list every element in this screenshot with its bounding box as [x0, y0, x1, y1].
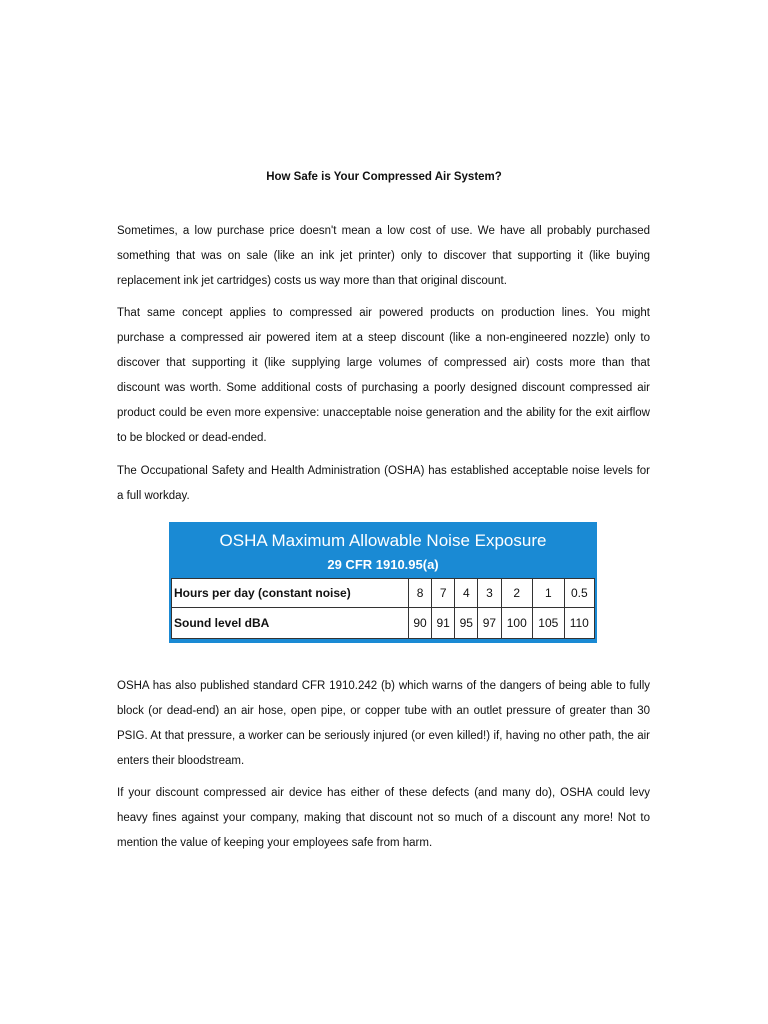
osha-noise-table-figure — [169, 522, 597, 643]
row-label-hours: Hours per day (constant noise) — [172, 579, 409, 608]
noise-table-subtitle: 29 CFR 1910.95(a) — [327, 557, 439, 572]
noise-table-title: OSHA Maximum Allowable Noise Exposure — [219, 531, 547, 550]
hours-cell: 1 — [533, 579, 565, 608]
table-row-sound-level — [172, 608, 595, 639]
hours-cell: 8 — [409, 579, 432, 608]
noise-exposure-table — [171, 578, 595, 639]
document-title: How Safe is Your Compressed Air System? — [266, 171, 502, 183]
hours-cell: 7 — [432, 579, 455, 608]
paragraph-intro: Sometimes, a low purchase price doesn't mean a low cost of use. We have all probably purchased something that was on sale (like an ink jet printer) only to discover that supporting it (like buying replacement ink jet cartridges) costs us way more than that original discount. — [117, 225, 650, 287]
table-row-hours — [172, 579, 595, 608]
paragraph-conclusion: If your discount compressed air device has either of these defects (and many do), OSHA could levy heavy fines against your company, making that discount not so much of a discount any more! Not to mention the value of keeping your employees safe from harm. — [117, 787, 650, 849]
dba-cell: 105 — [533, 608, 565, 639]
hours-cell: 3 — [478, 579, 501, 608]
hours-cell: 2 — [501, 579, 533, 608]
dba-cell: 100 — [501, 608, 533, 639]
dba-cell: 95 — [455, 608, 478, 639]
dba-cell: 91 — [432, 608, 455, 639]
row-label-sound-level: Sound level dBA — [172, 608, 409, 639]
hours-cell: 4 — [455, 579, 478, 608]
dba-cell: 97 — [478, 608, 501, 639]
paragraph-osha-noise: The Occupational Safety and Health Administration (OSHA) has established acceptable noise levels for a full workday. — [117, 465, 650, 502]
dba-cell: 110 — [564, 608, 594, 639]
paragraph-cfr-1910-242: OSHA has also published standard CFR 1910.242 (b) which warns of the dangers of being able to fully block (or dead-end) an air hose, open pipe, or copper tube with an outlet pressure of greater than 30 PSIG. At that pressure, a worker can be seriously injured (or even killed!) if, having no other path, the air enters their bloodstream. — [117, 680, 650, 767]
dba-cell: 90 — [409, 608, 432, 639]
paragraph-concept: That same concept applies to compressed air powered products on production lines. You might purchase a compressed air powered item at a steep discount (like a non-engineered nozzle) only to discover that supporting it (like supplying large volumes of compressed air) costs more than that discount was worth. Some additional costs of purchasing a poorly designed discount compressed air product could be even more expensive: unacceptable noise generation and the ability for the exit airflow to be blocked or dead-ended. — [117, 307, 650, 444]
hours-cell: 0.5 — [564, 579, 594, 608]
